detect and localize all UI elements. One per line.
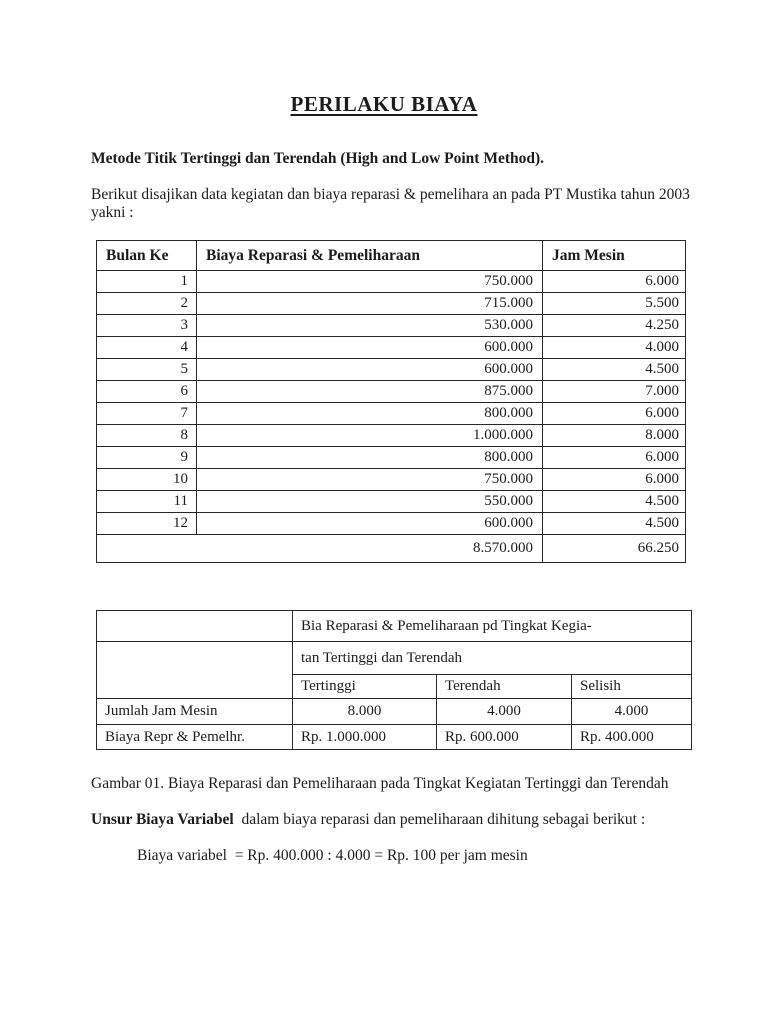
biaya-tertinggi-value: Rp. 1.000.000 — [293, 725, 437, 750]
monthly-table-row — [97, 469, 686, 491]
biaya-selisih-value: Rp. 400.000 — [572, 725, 692, 750]
month-cell: 3 — [97, 315, 197, 337]
jam-cell: 4.500 — [543, 491, 686, 513]
monthly-table-row — [97, 293, 686, 315]
summary-title-line-2: tan Tertinggi dan Terendah — [293, 642, 692, 675]
monthly-table-row — [97, 315, 686, 337]
header-selisih: Selisih — [572, 675, 692, 699]
biaya-cell: 600.000 — [197, 359, 543, 381]
header-terendah: Terendah — [437, 675, 572, 699]
monthly-table-row — [97, 271, 686, 293]
header-tertinggi: Tertinggi — [293, 675, 437, 699]
monthly-table-body — [97, 271, 686, 535]
jam-tertinggi-value: 8.000 — [293, 699, 437, 725]
jam-cell: 4.000 — [543, 337, 686, 359]
month-cell: 7 — [97, 403, 197, 425]
month-cell: 9 — [97, 447, 197, 469]
summary-empty-cell — [97, 611, 293, 642]
monthly-table-total-row — [97, 535, 686, 563]
jam-terendah-value: 4.000 — [437, 699, 572, 725]
figure-caption: Gambar 01. Biaya Reparasi dan Pemeliharaan pada Tingkat Kegiatan Tertinggi dan Terendah — [91, 775, 669, 792]
summary-title-row-1 — [97, 611, 692, 642]
section-heading: Metode Titik Tertinggi dan Terendah (High and Low Point Method). — [91, 150, 545, 167]
jam-row-label: Jumlah Jam Mesin — [97, 699, 293, 725]
total-biaya-cell: 8.570.000 — [97, 535, 543, 563]
variable-cost-heading — [91, 811, 645, 829]
monthly-table-row — [97, 447, 686, 469]
header-bulan-ke: Bulan Ke — [97, 241, 197, 271]
biaya-row-label: Biaya Repr & Pemelhr. — [97, 725, 293, 750]
jam-cell: 4.500 — [543, 359, 686, 381]
biaya-cell: 600.000 — [197, 337, 543, 359]
monthly-table-header-row — [97, 241, 686, 271]
month-cell: 5 — [97, 359, 197, 381]
intro-line-2: yakni : — [91, 204, 134, 221]
jam-cell: 5.500 — [543, 293, 686, 315]
monthly-table-row — [97, 491, 686, 513]
month-cell: 4 — [97, 337, 197, 359]
monthly-table-row — [97, 359, 686, 381]
high-low-summary-table — [96, 610, 692, 750]
jam-selisih-value: 4.000 — [572, 699, 692, 725]
month-cell: 12 — [97, 513, 197, 535]
biaya-cell: 875.000 — [197, 381, 543, 403]
intro-line-1: Berikut disajikan data kegiatan dan biaya reparasi & pemelihara an pada PT Mustika tahun 2003 — [91, 186, 690, 203]
header-biaya-reparasi: Biaya Reparasi & Pemeliharaan — [197, 241, 543, 271]
total-jam-cell: 66.250 — [543, 535, 686, 563]
jam-cell: 6.000 — [543, 403, 686, 425]
jam-cell: 6.000 — [543, 447, 686, 469]
summary-empty-cell — [97, 642, 293, 699]
intro-paragraph — [91, 186, 691, 222]
biaya-cell: 715.000 — [197, 293, 543, 315]
jam-cell: 8.000 — [543, 425, 686, 447]
page-title: PERILAKU BIAYA — [290, 92, 478, 116]
month-cell: 10 — [97, 469, 197, 491]
variable-cost-heading-rest: dalam biaya reparasi dan pemeliharaan dihitung sebagai berikut : — [233, 811, 646, 828]
jam-cell: 4.500 — [543, 513, 686, 535]
month-cell: 11 — [97, 491, 197, 513]
summary-jam-row — [97, 699, 692, 725]
jam-cell: 6.000 — [543, 271, 686, 293]
month-cell: 8 — [97, 425, 197, 447]
biaya-cell: 800.000 — [197, 447, 543, 469]
summary-title-line-1: Bia Reparasi & Pemeliharaan pd Tingkat Kegia- — [293, 611, 692, 642]
month-cell: 1 — [97, 271, 197, 293]
biaya-cell: 1.000.000 — [197, 425, 543, 447]
variable-cost-formula: Biaya variabel = Rp. 400.000 : 4.000 = Rp. 100 per jam mesin — [137, 847, 528, 864]
biaya-cell: 550.000 — [197, 491, 543, 513]
variable-cost-heading-bold: Unsur Biaya Variabel — [91, 811, 234, 828]
biaya-cell: 530.000 — [197, 315, 543, 337]
month-cell: 6 — [97, 381, 197, 403]
biaya-cell: 600.000 — [197, 513, 543, 535]
month-cell: 2 — [97, 293, 197, 315]
biaya-cell: 800.000 — [197, 403, 543, 425]
biaya-cell: 750.000 — [197, 271, 543, 293]
header-jam-mesin: Jam Mesin — [543, 241, 686, 271]
monthly-table-row — [97, 381, 686, 403]
summary-biaya-row — [97, 725, 692, 750]
monthly-table-row — [97, 337, 686, 359]
monthly-table-row — [97, 403, 686, 425]
monthly-table-row — [97, 425, 686, 447]
biaya-terendah-value: Rp. 600.000 — [437, 725, 572, 750]
monthly-cost-table — [96, 240, 686, 563]
monthly-table-row — [97, 513, 686, 535]
jam-cell: 4.250 — [543, 315, 686, 337]
jam-cell: 6.000 — [543, 469, 686, 491]
jam-cell: 7.000 — [543, 381, 686, 403]
biaya-cell: 750.000 — [197, 469, 543, 491]
summary-title-row-2 — [97, 642, 692, 675]
